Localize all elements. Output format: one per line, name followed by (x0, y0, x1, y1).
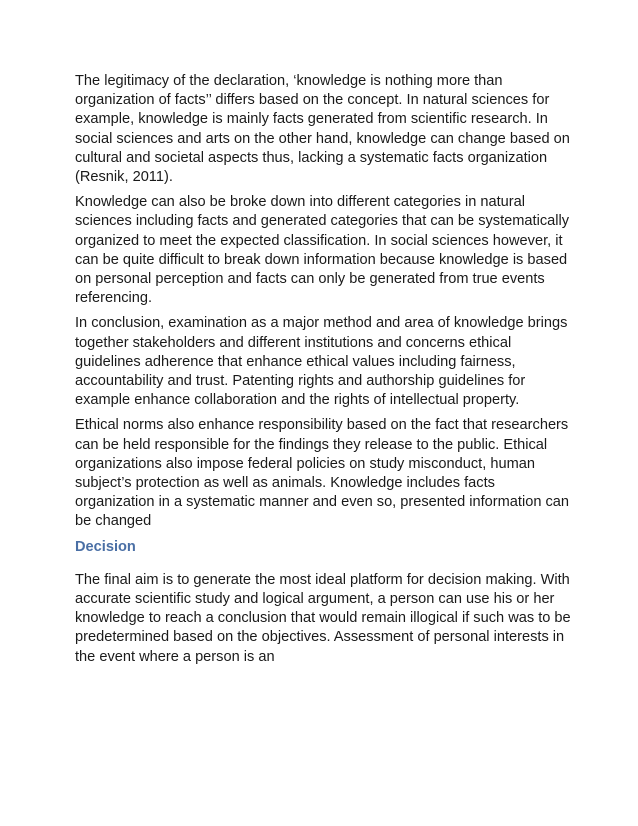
section-heading-decision: Decision (75, 538, 136, 555)
paragraph-conclusion: In conclusion, examination as a major method and area of knowledge brings together stakeholders and different institutions and concerns ethical guidelines adherence that enhance ethical values including fairness, accountability and trust. Patenting rights and authorship guidelines for example enhance collaboration and the rights of intellectual property. (75, 315, 568, 409)
document-body (75, 72, 575, 673)
paragraph-legitimacy: The legitimacy of the declaration, ‘knowledge is nothing more than organization of facts’’ differs based on the concept. In natural sciences for example, knowledge is mainly facts generated from scientific research. In social sciences and arts on the other hand, knowledge can change based on cultural and societal aspects thus, lacking a systematic facts organization (Resnik, 2011). (75, 73, 570, 186)
paragraph-ethical-norms: Ethical norms also enhance responsibility based on the fact that researchers can be held responsible for the findings they release to the public. Ethical organizations also impose federal policies on study misconduct, human subject’s protection as well as animals. Knowledge includes facts organization in a systematic manner and even so, presented information can be changed (75, 417, 570, 530)
paragraph-decision: The final aim is to generate the most ideal platform for decision making. With accurate scientific study and logical argument, a person can use his or her knowledge to reach a conclusion that would remain illogical if such was to be predetermined based on the objectives. Assessment of personal interests in the event where a person is an (75, 571, 571, 665)
paragraph-categories: Knowledge can also be broke down into different categories in natural sciences including facts and generated categories that can be systematically organized to meet the expected classification. In social sciences however, it can be quite difficult to break down information because knowledge is based on personal perception and facts can only be generated from true events referencing. (75, 194, 570, 307)
